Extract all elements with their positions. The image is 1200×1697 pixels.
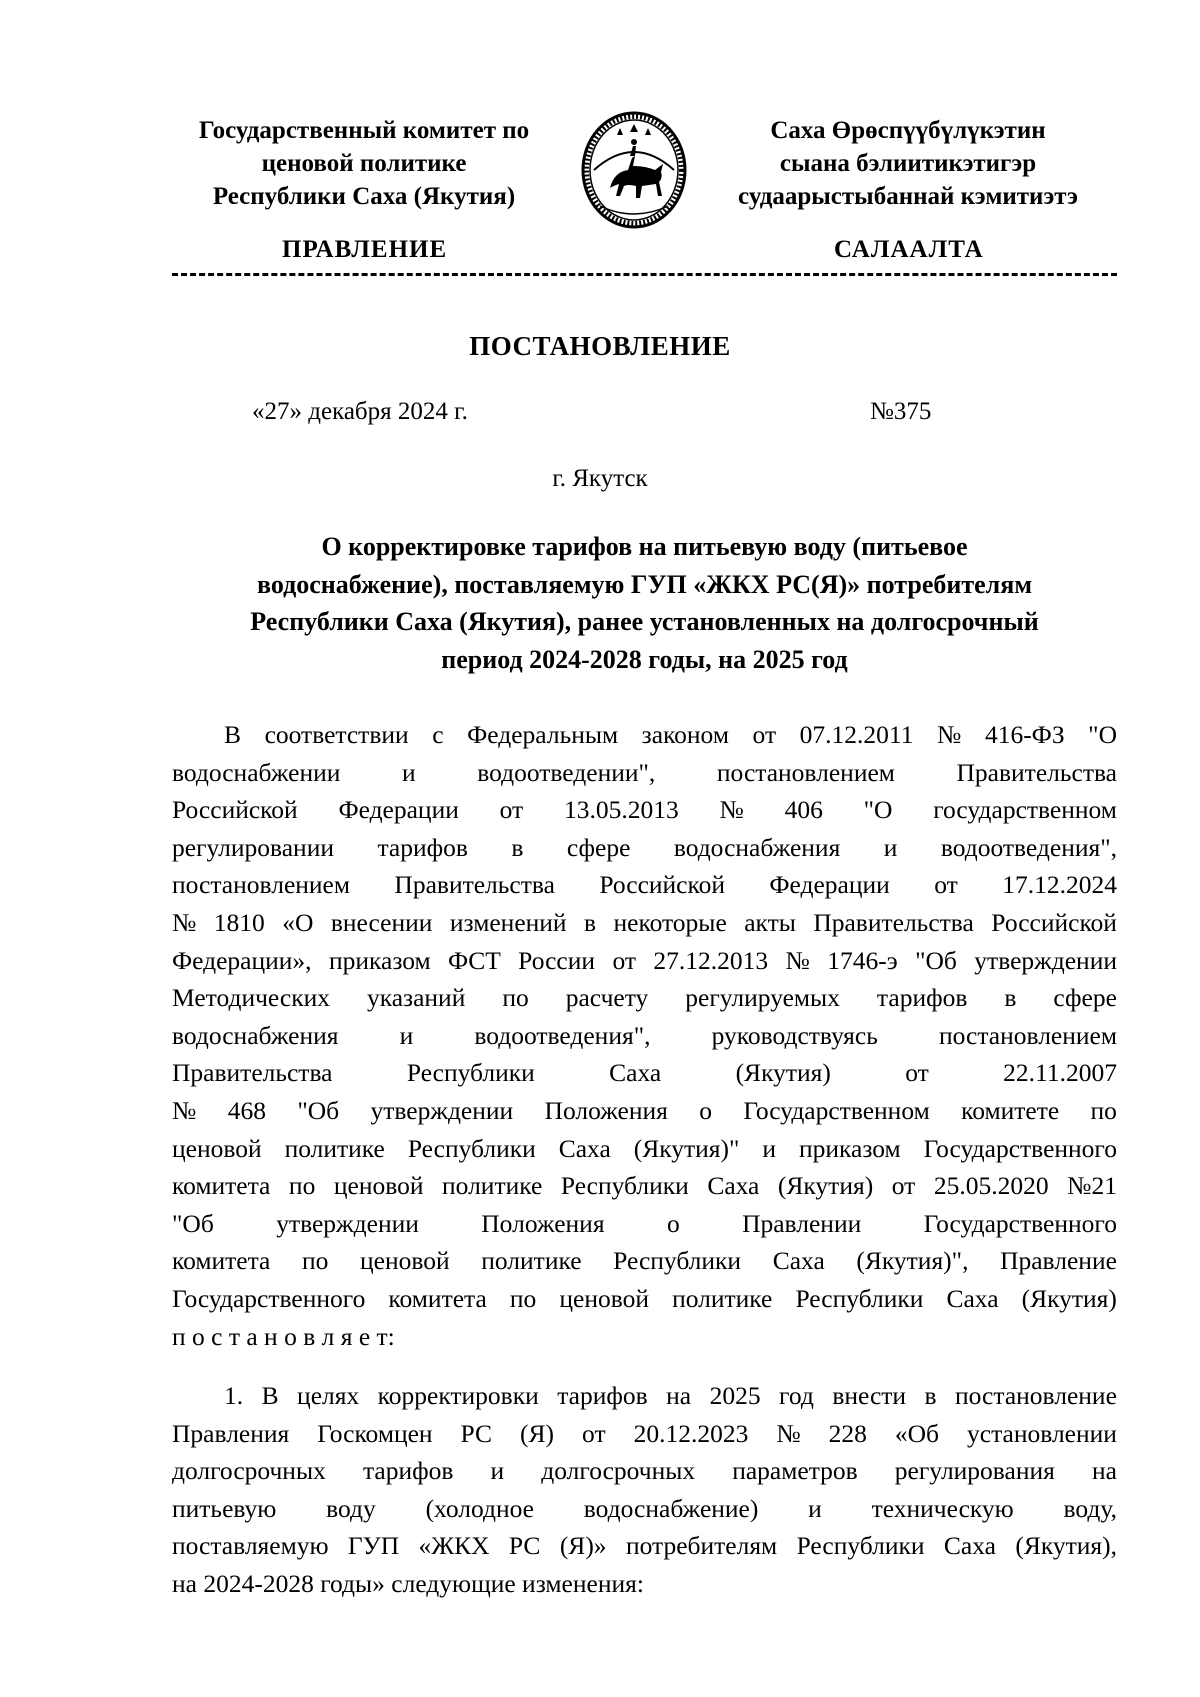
word: постановлением bbox=[172, 870, 351, 900]
org-name-line: судаарыстыбаннай кэмитиэтэ bbox=[738, 183, 1078, 210]
word: "Об bbox=[297, 1095, 340, 1125]
word: водоснабжение) bbox=[583, 1493, 759, 1523]
title-line: период 2024-2028 годы, на 2025 год bbox=[441, 644, 848, 674]
dept-yakut: САЛААЛТА bbox=[834, 236, 984, 263]
word: Правлении bbox=[742, 1208, 862, 1238]
text-line bbox=[172, 1280, 1117, 1318]
word: Правление bbox=[1000, 1246, 1117, 1276]
word: техническую bbox=[871, 1493, 1014, 1523]
word: (Я)» bbox=[559, 1531, 607, 1561]
header-divider bbox=[172, 273, 1117, 276]
org-name-line: Саха Өрөспүүбүлүкэтин bbox=[770, 117, 1046, 144]
word: комитета bbox=[172, 1246, 271, 1276]
text-line bbox=[172, 904, 1117, 942]
text-line bbox=[172, 1452, 1117, 1490]
text-line bbox=[172, 1242, 1117, 1280]
document-type: ПОСТАНОВЛЕНИЕ bbox=[469, 331, 731, 361]
word: регулировании bbox=[172, 832, 334, 862]
body-paragraph-1 bbox=[172, 716, 1117, 1355]
text-line bbox=[172, 754, 1117, 792]
word: 1. bbox=[224, 1381, 244, 1410]
word: от bbox=[499, 795, 524, 825]
word: 20.12.2023 bbox=[633, 1418, 749, 1448]
word: 2025 bbox=[709, 1381, 761, 1410]
document-title bbox=[172, 528, 1117, 678]
body-paragraph-2 bbox=[172, 1377, 1117, 1603]
word: в bbox=[584, 907, 597, 937]
word: по bbox=[302, 1246, 329, 1276]
word: Государственного bbox=[172, 1283, 366, 1313]
word: Российской bbox=[991, 907, 1117, 937]
title-line: О корректировке тарифов на питьевую воду (питьевое bbox=[321, 532, 968, 561]
word: от bbox=[934, 870, 958, 900]
word: Положения bbox=[481, 1208, 605, 1238]
word: законом bbox=[641, 720, 729, 749]
coat-of-arms-icon bbox=[580, 110, 688, 230]
word: о bbox=[699, 1095, 712, 1125]
word: №21 bbox=[1067, 1171, 1117, 1201]
word: на bbox=[666, 1381, 692, 1410]
word: Федерации», bbox=[172, 945, 312, 975]
org-name-yakut bbox=[708, 114, 1108, 213]
word: Республики bbox=[613, 1246, 742, 1276]
word: 406 bbox=[784, 795, 823, 825]
text-line bbox=[172, 1318, 1117, 1356]
word: 17.12.2024 bbox=[1002, 870, 1117, 900]
word: Саха bbox=[772, 1246, 825, 1276]
word: от bbox=[612, 945, 636, 975]
word: "Об bbox=[172, 1208, 214, 1238]
word: на bbox=[1091, 1456, 1117, 1486]
word: приказом bbox=[328, 945, 431, 975]
word: 228 bbox=[828, 1418, 867, 1448]
word: Государственного bbox=[923, 1133, 1117, 1163]
word: ценовой bbox=[333, 1171, 424, 1201]
word: п о с т а н о в л я е т: bbox=[172, 1321, 395, 1351]
word: внесении bbox=[330, 907, 433, 937]
word: утверждении bbox=[974, 945, 1117, 975]
word: Саха bbox=[558, 1133, 611, 1163]
word: Положения bbox=[544, 1095, 668, 1125]
word: 1746-э bbox=[827, 945, 898, 975]
word: постановление bbox=[955, 1381, 1117, 1410]
word: водоотведения", bbox=[474, 1020, 651, 1050]
word: водоснабжения bbox=[172, 1020, 339, 1050]
word: Федеральным bbox=[467, 720, 619, 749]
word: от bbox=[905, 1058, 929, 1088]
word: целях bbox=[297, 1381, 360, 1410]
word: долгосрочных bbox=[172, 1456, 326, 1486]
word: 27.12.2013 bbox=[653, 945, 769, 975]
word: по bbox=[288, 1171, 316, 1201]
org-name-line: ценовой политике bbox=[261, 150, 467, 177]
text-line bbox=[172, 1527, 1117, 1565]
word: Республики bbox=[796, 1531, 925, 1561]
word: 1810 bbox=[213, 907, 265, 937]
word: политике bbox=[284, 1133, 385, 1163]
document-date: «27» декабря 2024 г. bbox=[252, 398, 468, 425]
word: воду, bbox=[1063, 1493, 1117, 1523]
org-name-line: Государственный комитет по bbox=[198, 117, 530, 144]
word: водоотведения", bbox=[940, 832, 1117, 862]
word: (Якутия) bbox=[1021, 1283, 1117, 1313]
word: 468 bbox=[227, 1095, 266, 1125]
word: Республики bbox=[795, 1283, 924, 1313]
word: Российской bbox=[172, 795, 298, 825]
word: от bbox=[752, 720, 777, 749]
word: Федерации bbox=[338, 795, 459, 825]
text-line bbox=[172, 1167, 1117, 1205]
word: некоторые bbox=[613, 907, 727, 937]
word: № bbox=[172, 1095, 197, 1125]
word: Государственном bbox=[743, 1095, 930, 1125]
word: по bbox=[509, 1283, 537, 1313]
word: год bbox=[779, 1381, 814, 1410]
word: водоотведении", bbox=[477, 757, 656, 787]
word: Федерации bbox=[769, 870, 890, 900]
word: и bbox=[402, 757, 416, 787]
word: (Якутия) bbox=[735, 1058, 831, 1088]
word: от bbox=[891, 1171, 916, 1201]
word: В bbox=[261, 1381, 279, 1410]
word: Российской bbox=[599, 870, 725, 900]
word: политике bbox=[442, 1171, 543, 1201]
word: по bbox=[1090, 1095, 1117, 1125]
word: № bbox=[172, 907, 197, 937]
word: тарифов bbox=[876, 983, 968, 1013]
word: 07.12.2011 bbox=[799, 720, 914, 749]
word: (Якутия)", bbox=[856, 1246, 969, 1276]
word: с bbox=[432, 720, 444, 749]
word: "О bbox=[1088, 720, 1117, 749]
word: государственном bbox=[933, 795, 1117, 825]
word: Саха bbox=[943, 1531, 996, 1561]
word: Правительства bbox=[813, 907, 974, 937]
word: ФСТ bbox=[448, 945, 501, 975]
word: регулирования bbox=[894, 1456, 1055, 1486]
word: (Якутия) bbox=[777, 1171, 874, 1201]
word: России bbox=[518, 945, 596, 975]
word: указаний bbox=[366, 983, 466, 1013]
word: водоснабжении bbox=[172, 757, 341, 787]
word: и bbox=[762, 1133, 777, 1163]
text-line bbox=[172, 1490, 1117, 1528]
text-line bbox=[172, 716, 1117, 754]
word: политике bbox=[481, 1246, 582, 1276]
word: расчету bbox=[565, 983, 649, 1013]
word: «ЖКХ bbox=[418, 1531, 490, 1561]
text-line bbox=[172, 1017, 1117, 1055]
word: комитета bbox=[172, 1171, 271, 1201]
word: сфере bbox=[1053, 983, 1117, 1013]
word: Государственного bbox=[923, 1208, 1117, 1238]
text-line bbox=[172, 979, 1117, 1017]
word: и bbox=[399, 1020, 414, 1050]
word: политике bbox=[672, 1283, 773, 1313]
text-line bbox=[172, 1130, 1117, 1168]
word: Правительства bbox=[394, 870, 555, 900]
word: № bbox=[937, 720, 962, 749]
title-line: Республики Саха (Якутия), ранее установленных на долгосрочный bbox=[250, 607, 1039, 636]
text-line bbox=[172, 1054, 1117, 1092]
word: водоснабжения bbox=[673, 832, 841, 862]
word: (Якутия), bbox=[1015, 1531, 1117, 1561]
word: акты bbox=[744, 907, 796, 937]
word: поставляемую bbox=[172, 1531, 329, 1561]
word: в bbox=[924, 1381, 937, 1410]
word: Госкомцен bbox=[317, 1418, 433, 1448]
document-number: №375 bbox=[870, 398, 932, 425]
word: ценовой bbox=[559, 1283, 649, 1313]
word: о bbox=[666, 1208, 680, 1238]
word: Правления bbox=[172, 1418, 290, 1448]
word: постановлением bbox=[938, 1020, 1117, 1050]
word: в bbox=[1004, 983, 1017, 1013]
word: в bbox=[511, 832, 524, 862]
word: питьевую bbox=[172, 1493, 277, 1523]
org-name-line: Республики Саха (Якутия) bbox=[212, 183, 516, 210]
word: ценовой bbox=[172, 1133, 262, 1163]
word: и bbox=[490, 1456, 505, 1486]
word: (Якутия)" bbox=[633, 1133, 740, 1163]
word: «О bbox=[282, 907, 314, 937]
text-line bbox=[172, 1565, 1117, 1603]
document-city: г. Якутск bbox=[552, 465, 648, 492]
word: 416-ФЗ bbox=[984, 720, 1065, 749]
word: постановлением bbox=[716, 757, 895, 787]
word: Республики bbox=[560, 1171, 689, 1201]
word: параметров bbox=[732, 1456, 858, 1486]
word: 22.11.2007 bbox=[1003, 1058, 1117, 1088]
text-line bbox=[172, 791, 1117, 829]
text-line bbox=[172, 942, 1117, 980]
word: Правительства bbox=[172, 1058, 333, 1088]
word: потребителям bbox=[625, 1531, 778, 1561]
word: изменений bbox=[449, 907, 567, 937]
word: Саха bbox=[707, 1171, 760, 1201]
word: утверждении bbox=[370, 1095, 514, 1125]
word: РС bbox=[460, 1418, 493, 1448]
word: установлении bbox=[967, 1418, 1117, 1448]
word: «Об bbox=[894, 1418, 940, 1448]
text-line bbox=[172, 866, 1117, 904]
word: корректировки bbox=[377, 1381, 539, 1410]
word: 13.05.2013 bbox=[563, 795, 679, 825]
word: ценовой bbox=[360, 1246, 450, 1276]
word: тарифов bbox=[377, 832, 468, 862]
text-line bbox=[172, 1415, 1117, 1453]
word: сфере bbox=[566, 832, 631, 862]
word: (холодное bbox=[425, 1493, 534, 1523]
word: Саха bbox=[609, 1058, 662, 1088]
word: В bbox=[224, 720, 242, 749]
text-line bbox=[172, 829, 1117, 867]
word: ГУП bbox=[347, 1531, 400, 1561]
word: Саха bbox=[946, 1283, 999, 1313]
word: (Я) bbox=[520, 1418, 555, 1448]
word: и bbox=[883, 832, 898, 862]
word: "О bbox=[863, 795, 893, 825]
word: Республики bbox=[406, 1058, 535, 1088]
word: долгосрочных bbox=[541, 1456, 696, 1486]
word: РС bbox=[508, 1531, 541, 1561]
word: Методических bbox=[172, 983, 330, 1013]
word: № bbox=[776, 1418, 801, 1448]
word: "Об bbox=[915, 945, 957, 975]
word: соответствии bbox=[264, 720, 409, 749]
word: комитета bbox=[388, 1283, 487, 1313]
text-line bbox=[172, 1092, 1117, 1130]
word: по bbox=[502, 983, 529, 1013]
org-name-line: сыана бэлиитикэтигэр bbox=[779, 150, 1037, 177]
word: 25.05.2020 bbox=[933, 1171, 1049, 1201]
title-line: водоснабжение), поставляемую ГУП «ЖКХ РС(Я)» потребителям bbox=[256, 569, 1033, 599]
text-line bbox=[172, 1205, 1117, 1243]
word: № bbox=[719, 795, 744, 825]
word: Республики bbox=[407, 1133, 536, 1163]
word: № bbox=[785, 945, 810, 975]
word: воду bbox=[326, 1493, 376, 1523]
word: тарифов bbox=[557, 1381, 648, 1410]
word: утверждении bbox=[276, 1208, 419, 1238]
dept-russian: ПРАВЛЕНИЕ bbox=[282, 236, 448, 263]
text-line bbox=[172, 1377, 1117, 1415]
word: от bbox=[582, 1418, 606, 1448]
word: Правительства bbox=[956, 757, 1117, 787]
word: комитете bbox=[961, 1095, 1060, 1125]
word: тарифов bbox=[362, 1456, 454, 1486]
word: и bbox=[808, 1493, 822, 1523]
org-name-russian bbox=[170, 114, 558, 213]
word: на 2024-2028 годы» следующие изменения: bbox=[172, 1568, 644, 1598]
word: руководствуясь bbox=[711, 1020, 878, 1050]
word: приказом bbox=[799, 1133, 901, 1163]
word: внести bbox=[832, 1381, 907, 1410]
word: регулируемых bbox=[685, 983, 840, 1013]
